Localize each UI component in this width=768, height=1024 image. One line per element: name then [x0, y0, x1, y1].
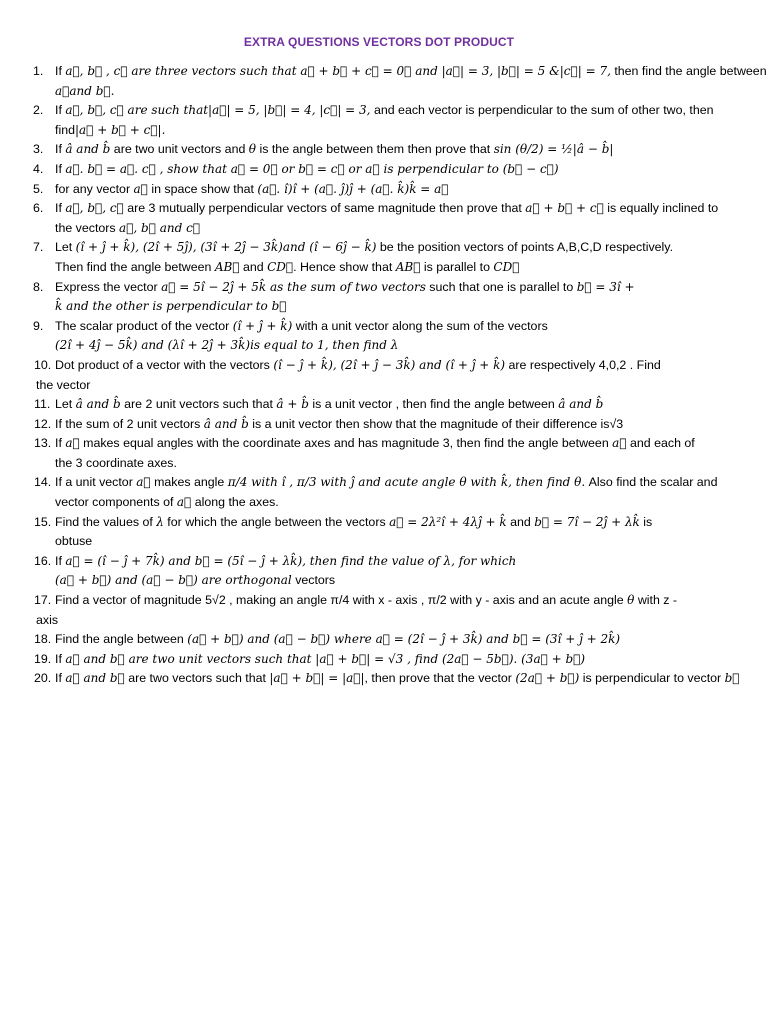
- question-text: for which the angle between the vectors: [163, 514, 390, 529]
- question-line: [55, 356, 738, 376]
- question-line: [55, 297, 738, 317]
- question-text: The scalar product of the vector: [55, 318, 233, 333]
- question-number: 6.: [33, 201, 44, 216]
- question-item: [0, 415, 768, 435]
- question-text: obtuse: [55, 534, 93, 549]
- question-line: [55, 415, 738, 435]
- math-expression: π/4 with î , π/3 with ĵ and acute angle θ with k̂, then find θ.: [227, 475, 586, 490]
- question-text: and each of: [626, 436, 695, 451]
- question-number: 1.: [33, 64, 44, 78]
- question-number: 13.: [34, 436, 52, 451]
- question-item: [0, 513, 768, 552]
- question-text: are two vectors such that: [124, 671, 270, 686]
- math-expression: a⃗. b⃗ = a⃗. c⃗ , show that a⃗ = 0⃗ or b⃗ = c⃗ or a⃗ is perpendicular to (b⃗ − c⃗): [65, 161, 559, 176]
- question-line: [55, 160, 738, 180]
- math-expression: â and b̂: [558, 397, 604, 412]
- question-line: [55, 591, 738, 611]
- question-text: If a unit vector: [55, 475, 137, 490]
- question-item: [0, 160, 768, 180]
- question-line: [55, 669, 738, 689]
- question-line: [55, 317, 738, 337]
- question-line: [55, 434, 738, 454]
- question-text: Express the vector: [55, 279, 162, 294]
- question-line: [36, 376, 738, 396]
- question-item: [0, 630, 768, 650]
- math-expression: sin (θ/2) = ½|â − b̂|: [493, 142, 614, 157]
- question-line: [55, 473, 738, 493]
- math-expression: θ: [627, 593, 635, 608]
- question-text: , then prove that the vector: [364, 671, 516, 686]
- question-line: [55, 532, 738, 552]
- math-expression: â and b̂: [203, 416, 249, 431]
- math-expression: (î − ĵ + k̂), (2î + ĵ − 3k̂) and (î + ĵ + k̂): [273, 357, 506, 372]
- question-line: [55, 552, 738, 572]
- question-text: makes angle: [150, 475, 228, 490]
- question-text: If: [55, 671, 66, 686]
- question-line: [55, 180, 738, 200]
- question-item: [0, 199, 768, 238]
- question-line: [55, 336, 738, 356]
- question-text: and: [239, 259, 268, 274]
- question-item: [0, 140, 768, 160]
- question-text: Dot product of a vector with the vectors: [55, 357, 274, 372]
- math-expression: a⃗, b⃗ and c⃗: [119, 220, 201, 235]
- math-expression: b⃗: [724, 671, 740, 686]
- question-text: in space show that: [147, 181, 258, 196]
- question-number: 12.: [34, 416, 52, 431]
- math-expression: a⃗: [176, 495, 192, 510]
- question-text: the 3 coordinate axes.: [55, 455, 177, 470]
- question-number: 15.: [34, 514, 52, 529]
- question-list: [0, 62, 768, 689]
- question-number: 2.: [33, 103, 44, 118]
- math-expression: |a⃗ + b⃗ + c⃗|.: [74, 122, 166, 137]
- question-text: with z -: [634, 593, 678, 608]
- question-line: [55, 454, 738, 474]
- question-text: Let: [55, 397, 76, 412]
- math-expression: a⃗ = (î − ĵ + 7k̂) and b⃗ = (5î − ĵ + λk̂), then find the value of λ, for which: [65, 553, 517, 568]
- math-expression: (î + ĵ + k̂), (2î + 5ĵ), (3î + 2ĵ − 3k̂)and (î − 6ĵ − k̂): [75, 240, 377, 255]
- math-expression: â and b̂: [75, 397, 121, 412]
- question-number: 19.: [34, 651, 52, 666]
- math-expression: â and b̂: [65, 142, 111, 157]
- question-text: Let: [55, 240, 76, 255]
- question-text: is: [639, 514, 653, 529]
- question-text: along the axes.: [191, 495, 279, 510]
- question-item: [0, 62, 768, 101]
- question-text: is perpendicular to vector: [579, 671, 725, 686]
- math-expression: a⃗, b⃗ , c⃗ are three vectors such that a⃗ + b⃗ + c⃗ = 0⃗ and |a⃗| = 3, |b⃗| = 5 &|c⃗| = 7,: [65, 64, 611, 78]
- question-text: are two unit vectors and: [110, 142, 249, 157]
- question-number: 10.: [34, 357, 52, 372]
- question-text: If: [55, 436, 66, 451]
- question-text: is a unit vector , then find the angle between: [308, 397, 559, 412]
- math-expression: b⃗ = 3î +: [576, 279, 635, 294]
- question-number: 18.: [34, 632, 52, 647]
- question-item: [0, 356, 768, 395]
- question-text: Then find the angle between: [55, 259, 215, 274]
- math-expression: a⃗and b⃗.: [55, 83, 115, 98]
- question-item: [0, 180, 768, 200]
- question-item: [0, 473, 768, 512]
- question-text: If: [55, 103, 66, 118]
- question-text: is the angle between them then prove that: [256, 142, 494, 157]
- question-text: makes equal angles with the coordinate axes and has magnitude 3, then find the angle between: [79, 436, 613, 451]
- question-item: [0, 650, 768, 670]
- math-expression: θ: [248, 142, 257, 157]
- question-text: is a unit vector then show that the magnitude of their difference is√3: [248, 416, 624, 431]
- math-expression: a⃗: [612, 436, 627, 451]
- question-text: find: [55, 122, 75, 137]
- question-number: 20.: [34, 671, 52, 686]
- question-text: are 2 unit vectors such that: [120, 397, 277, 412]
- math-expression: CD⃗: [267, 259, 294, 274]
- math-expression: a⃗ and b⃗: [65, 671, 125, 686]
- question-text: are 3 mutually perpendicular vectors of same magnitude then prove that: [123, 201, 526, 216]
- question-text: then find the angle between: [610, 64, 767, 78]
- question-line: [55, 278, 738, 298]
- question-item: [0, 278, 768, 317]
- math-expression: k̂ and the other is perpendicular to b⃗: [55, 299, 287, 314]
- math-expression: λ: [156, 514, 164, 529]
- question-line: [55, 101, 738, 121]
- question-text: vector components of: [55, 495, 177, 510]
- math-expression: a⃗ and b⃗ are two unit vectors such that |a⃗ + b⃗| = √3 , find (2a⃗ − 5b⃗). (3a⃗ + b⃗): [65, 651, 586, 666]
- question-text: with a unit vector along the sum of the vectors: [292, 318, 548, 333]
- question-item: [0, 317, 768, 356]
- question-number: 4.: [33, 161, 44, 176]
- question-item: [0, 395, 768, 415]
- question-text: Find a vector of magnitude 5√2 , making an angle π/4 with x - axis , π/2 with y - axis and an acute angle: [55, 593, 628, 608]
- question-text: is parallel to: [420, 259, 494, 274]
- question-line: [55, 258, 738, 278]
- math-expression: AB⃗: [214, 259, 240, 274]
- question-item: [0, 591, 768, 630]
- question-text: If: [55, 161, 66, 176]
- question-number: 8.: [33, 279, 44, 294]
- math-expression: a⃗, b⃗, c⃗: [65, 201, 124, 216]
- question-item: [0, 552, 768, 591]
- question-line: [55, 493, 738, 513]
- math-expression: b⃗ = 7î − 2ĵ + λk̂: [534, 514, 640, 529]
- math-expression: a⃗ = 2λ²î + 4λĵ + k̂: [389, 514, 507, 529]
- math-expression: a⃗ = 5î − 2ĵ + 5k̂ as the sum of two vectors: [161, 279, 426, 294]
- math-expression: (a⃗ + b⃗) and (a⃗ − b⃗) are orthogonal: [55, 573, 292, 588]
- question-line: [55, 395, 738, 415]
- math-expression: AB⃗: [395, 259, 421, 274]
- question-item: [0, 101, 768, 140]
- question-number: 14.: [34, 475, 52, 490]
- question-line: [55, 140, 738, 160]
- question-text: and each vector is perpendicular to the sum of other two, then: [370, 103, 714, 118]
- question-number: 16.: [34, 553, 52, 568]
- question-text: for any vector: [55, 181, 134, 196]
- question-text: axis: [36, 612, 59, 627]
- question-item: [0, 669, 768, 689]
- question-text: vectors: [291, 573, 336, 588]
- question-line: [55, 513, 738, 533]
- math-expression: a⃗, b⃗, c⃗ are such that|a⃗| = 5, |b⃗| = 4, |c⃗| = 3,: [65, 103, 371, 118]
- question-number: 9.: [33, 318, 44, 333]
- math-expression: (2a⃗ + b⃗): [515, 671, 580, 686]
- question-text: If: [55, 201, 66, 216]
- math-expression: (î + ĵ + k̂): [232, 318, 293, 333]
- question-text: such that one is parallel to: [425, 279, 577, 294]
- question-line: [55, 650, 738, 670]
- question-line: [55, 630, 738, 650]
- question-item: [0, 434, 768, 473]
- question-text: If: [55, 553, 66, 568]
- question-number: 17.: [34, 593, 52, 608]
- math-expression: a⃗: [65, 436, 80, 451]
- question-text: If the sum of 2 unit vectors: [55, 416, 204, 431]
- question-number: 7.: [33, 240, 44, 255]
- question-number: 3.: [33, 142, 44, 157]
- question-line: [55, 199, 738, 219]
- question-text: . Hence show that: [293, 259, 396, 274]
- question-line: [55, 121, 738, 141]
- math-expression: â + b̂: [276, 397, 309, 412]
- math-expression: (a⃗ + b⃗) and (a⃗ − b⃗) where a⃗ = (2î − ĵ + 3k̂) and b⃗ = (3î + ĵ + 2k̂): [187, 632, 621, 647]
- question-line: [36, 611, 738, 631]
- question-line: [55, 82, 738, 102]
- question-text: is equally inclined to: [603, 201, 719, 216]
- document-title: EXTRA QUESTIONS VECTORS DOT PRODUCT: [243, 35, 515, 49]
- question-line: [55, 571, 738, 591]
- math-expression: a⃗ + b⃗ + c⃗: [525, 201, 604, 216]
- math-expression: a⃗: [133, 181, 148, 196]
- question-text: If: [55, 142, 66, 157]
- question-text: Find the values of: [55, 514, 157, 529]
- question-text: Also find the scalar and: [585, 475, 718, 490]
- question-text: If: [55, 651, 66, 666]
- question-text: Find the angle between: [55, 632, 188, 647]
- question-text: are respectively 4,0,2 . Find: [505, 357, 661, 372]
- question-text: If: [55, 64, 66, 78]
- question-line: [55, 219, 738, 239]
- question-text: and: [506, 514, 535, 529]
- question-item: [0, 238, 768, 277]
- question-text: be the position vectors of points A,B,C,D respectively.: [376, 240, 674, 255]
- math-expression: a⃗: [136, 475, 151, 490]
- math-expression: |a⃗ + b⃗| = |a⃗|: [269, 671, 365, 686]
- question-number: 5.: [33, 181, 44, 196]
- question-number: 11.: [34, 397, 51, 412]
- math-expression: CD⃗: [493, 259, 520, 274]
- math-expression: (a⃗. î)î + (a⃗. ĵ)ĵ + (a⃗. k̂)k̂ = a⃗: [257, 181, 449, 196]
- question-text: the vector: [36, 377, 91, 392]
- question-line: [55, 238, 738, 258]
- question-line: [55, 62, 767, 82]
- question-text: the vectors: [55, 220, 120, 235]
- math-expression: (2î + 4ĵ − 5k̂) and (λî + 2ĵ + 3k̂)is equal to 1, then find λ: [55, 338, 399, 353]
